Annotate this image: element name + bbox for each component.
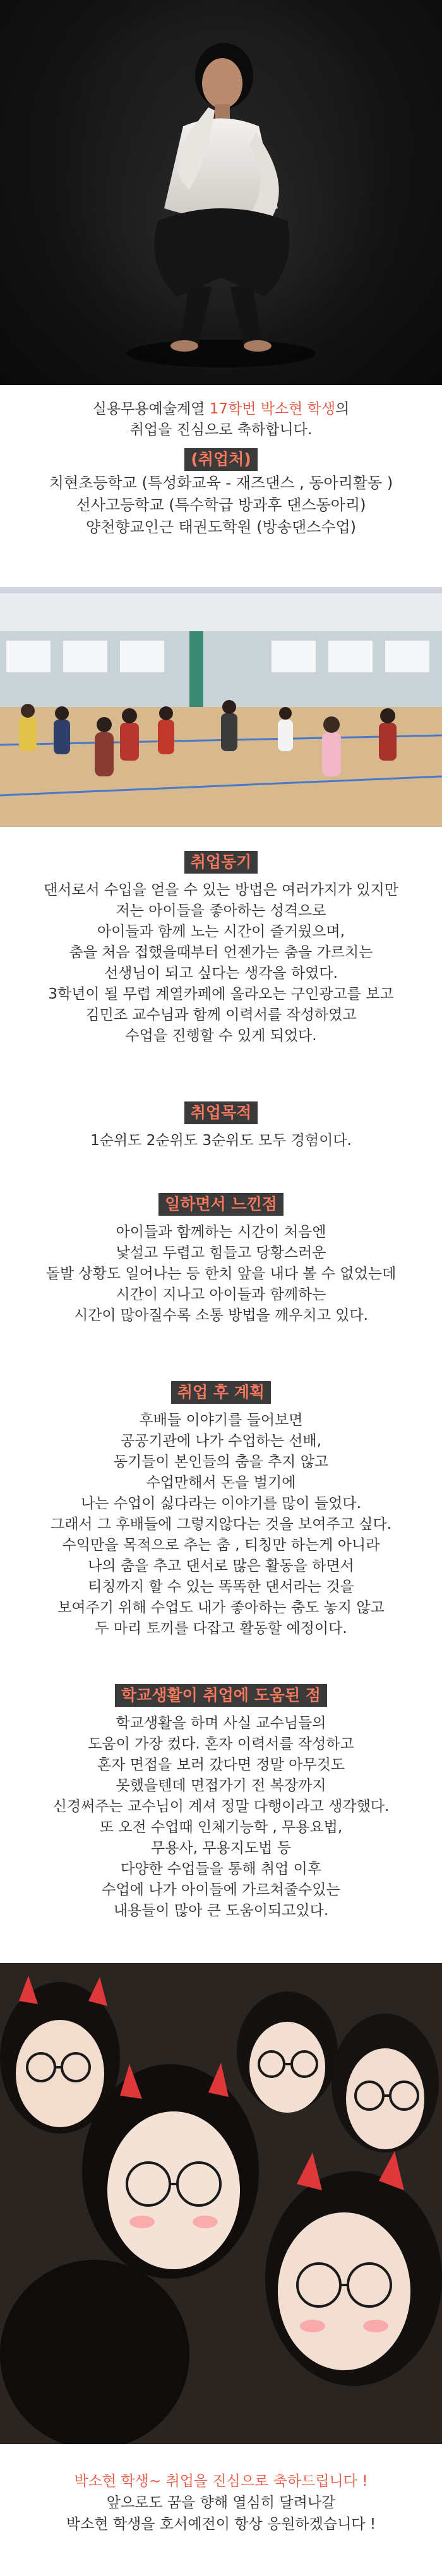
school-help-line: 혼자 면접을 보러 갔다면 정말 아무것도 [97,1757,345,1773]
employment-section [0,448,442,538]
plans-line: 나의 춤을 추고 댄서로 많은 활동을 하면서 [88,1558,354,1574]
plans-line: 수업만해서 돈을 벌기에 [146,1475,296,1491]
motivation-line: 김민조 교수님과 함께 이력서를 작성하였고 [85,1007,357,1023]
feelings-line: 시간이 지나고 아이들과 함께하는 [116,1286,326,1303]
plans-line: 수익만을 목적으로 추는 춤 , 티칭만 하는게 아니라 [62,1537,380,1553]
motivation-line: 춤을 처음 접했을때부터 언젠가는 춤을 가르치는 [69,944,373,961]
goal-section [0,1101,442,1151]
motivation-line: 아이들과 함께 노는 시간이 즐거웠으며, [97,923,345,940]
plans-line: 두 마리 토끼를 다잡고 활동할 예정이다. [95,1620,347,1637]
employment-item: 선사고등학교 (특수학급 방과후 댄스동아리) [76,496,366,514]
feelings-label: 일하면서 느낀점 [158,1193,284,1216]
hero-portrait-photo [0,0,442,385]
closing-line-2: 앞으로도 꿈을 향해 열심히 달려나갈 [106,2495,336,2511]
school-help-line: 신경써주는 교수님이 계셔 정말 다행이라고 생각했다. [52,1798,390,1815]
plans-line: 티칭까지 할 수 있는 똑똑한 댄서라는 것을 [88,1579,354,1595]
children-selfie-photo [0,1963,442,2444]
motivation-label: 취업동기 [184,851,258,874]
motivation-line: 저는 아이들을 좋아하는 성격으로 [116,903,326,919]
feelings-section [0,1193,442,1326]
school-help-section [0,1684,442,1921]
class-gym-photo [0,587,442,827]
feelings-line: 아이들과 함께하는 시간이 처음엔 [116,1224,326,1240]
plans-line: 동기들이 본인들의 춤을 추지 않고 [113,1454,329,1470]
school-help-line: 못했을텐데 면접가기 전 복장까지 [116,1778,326,1794]
school-help-line: 수업에 나가 아이들에 가르쳐줄수있는 [102,1882,340,1898]
motivation-line: 3학년이 될 무렵 계열카페에 올라오는 구인광고를 보고 [48,986,394,1002]
closing-line-3: 박소현 학생을 호서예전이 항상 응원하겠습니다 ! [66,2516,376,2532]
intro-line-1: 실용무용예술계열 17학번 박소현 학생의 [92,401,350,417]
employment-item: 양천향교인근 태권도학원 (방송댄스수업) [85,518,357,536]
employment-item: 치현초등학교 (특성화교육 - 재즈댄스 , 동아리활동 ) [49,474,393,492]
feelings-line: 낯설고 두렵고 힘들고 당황스러운 [116,1245,326,1261]
school-help-line: 내용들이 많아 큰 도움이되고있다. [113,1902,329,1919]
plans-section [0,1381,442,1639]
plans-line: 후배들 이야기를 들어보면 [139,1412,303,1428]
student-name-highlight: 17학번 박소현 학생 [209,401,336,417]
school-help-line: 또 오전 수업때 인체기능학 , 무용요법, [99,1819,343,1836]
motivation-line: 댄서로서 수입을 얻을 수 있는 방법은 여러가지가 있지만 [43,882,399,898]
employment-list [0,472,442,538]
motivation-line: 수업을 진행할 수 있게 되었다. [125,1028,317,1044]
goal-label: 취업목적 [184,1101,258,1124]
plans-line: 공공기관에 나가 수업하는 선배, [120,1433,322,1449]
feelings-line: 시간이 많아질수록 소통 방법을 깨우치고 있다. [73,1307,368,1324]
plans-line: 나는 수업이 싫다라는 이야기를 많이 들었다. [81,1495,361,1512]
school-help-line: 학교생활을 하며 사실 교수님들의 [116,1715,326,1731]
plans-line: 그래서 그 후배들에 그렇지않다는 것을 보여주고 싶다. [51,1516,391,1533]
school-help-line: 도움이 가장 컸다. 혼자 이력서를 작성하고 [88,1736,354,1752]
school-help-line: 다양한 수업들을 통해 취업 이후 [120,1861,322,1877]
goal-line: 1순위도 2순위도 3순위도 모두 경험이다. [90,1132,352,1149]
closing-section [0,2471,442,2535]
employment-label: (취업처) [184,448,257,471]
motivation-text [0,880,442,1047]
closing-line-1: 박소현 학생~ 취업을 진심으로 축하드립니다 ! [74,2473,368,2490]
dancer-illustration [0,0,442,385]
intro-section [0,399,442,441]
school-help-label: 학교생활이 취업에 도움된 점 [115,1684,327,1707]
motivation-line: 선생님이 되고 싶다는 생각을 하였다. [104,965,338,982]
motivation-section [0,851,442,1047]
plans-label: 취업 후 계획 [171,1381,271,1404]
feelings-line: 돌발 상황도 일어나는 등 한치 앞을 내다 볼 수 없었는데 [45,1266,397,1282]
intro-line-2: 취업을 진심으로 축하합니다. [129,422,313,438]
school-help-line: 무용사, 무용지도법 등 [151,1840,291,1856]
plans-line: 보여주기 위해 수업도 내가 좋아하는 춤도 놓지 않고 [57,1600,385,1616]
